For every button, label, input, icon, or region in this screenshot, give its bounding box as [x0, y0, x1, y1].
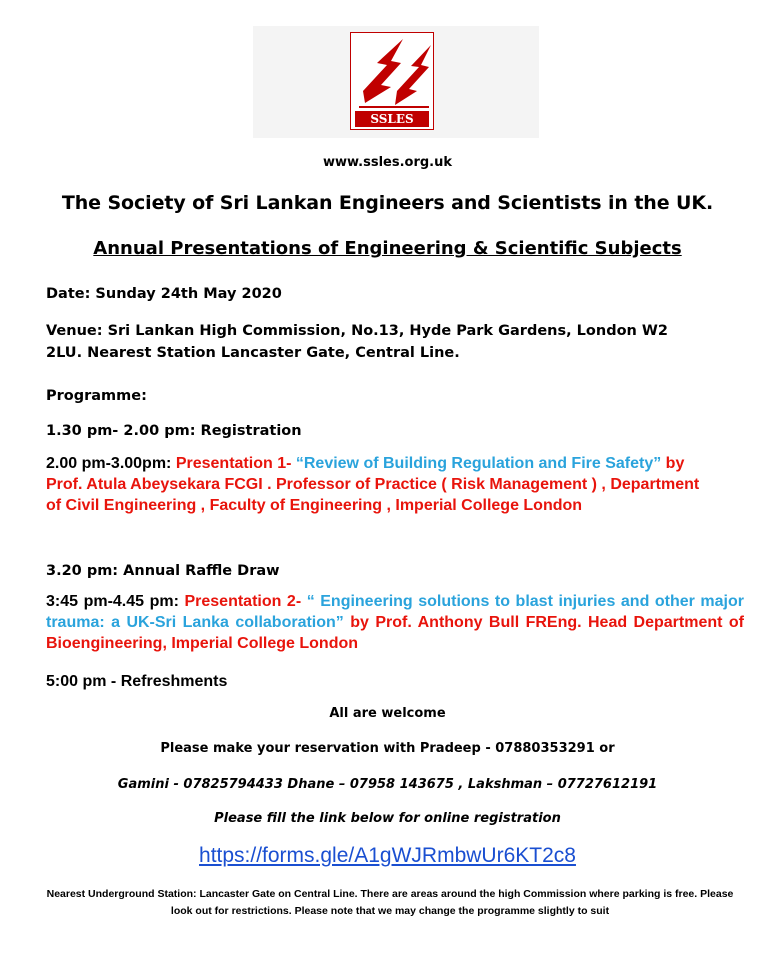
welcome-text: All are welcome [329, 706, 446, 721]
presentation-2-label: Presentation 2- [184, 593, 307, 610]
presentation-1-time: 2.00 pm-3.00pm: [46, 455, 176, 472]
registration-link[interactable]: https://forms.gle/A1gWJRmbwUr6KT2c8 [199, 844, 576, 867]
reservation-text: Please make your reservation with Pradeep - 07880353291 or [160, 741, 615, 756]
presentation-2-speaker: by Prof. Anthony Bull FREng. Head Department of Bioengineering, Imperial College London [46, 614, 744, 652]
presentation-1 [46, 453, 706, 516]
presentation-1-speaker: by Prof. Atula Abeysekara FCGI . Professor of Practice ( Risk Management ) , Department of Civil Engineering , Faculty of Engineering , Imperial College London [46, 455, 700, 514]
presentation-1-label: Presentation 1- [175, 455, 296, 472]
registration-item: 1.30 pm- 2.00 pm: Registration [46, 423, 302, 439]
registration-instruction: Please fill the link below for online registration [214, 811, 561, 826]
raffle-item: 3.20 pm: Annual Raffle Draw [46, 563, 280, 579]
presentation-2-title: “ Engineering solutions to blast injuries and other major trauma: a UK-Sri Lanka collaboration” [46, 593, 745, 631]
programme-label: Programme: [46, 388, 147, 404]
presentation-1-title: “Review of Building Regulation and Fire Safety” [295, 455, 662, 472]
contacts-text: Gamini - 07825794433 Dhane – 07958 143675 , Lakshman – 07727612191 [117, 777, 658, 792]
venue-line-2: 2LU. Nearest Station Lancaster Gate, Central Line. [46, 345, 460, 361]
page-subtitle: Annual Presentations of Engineering & Scientific Subjects [93, 238, 682, 259]
presentation-2-time: 3:45 pm-4.45 pm: [46, 593, 185, 610]
venue-line-1: Venue: Sri Lankan High Commission, No.13, Hyde Park Gardens, London W2 [46, 323, 668, 339]
event-date: Date: Sunday 24th May 2020 [46, 286, 282, 302]
page-title: The Society of Sri Lankan Engineers and Scientists in the UK. [61, 192, 714, 214]
refreshments-item: 5:00 pm - Refreshments [46, 673, 228, 690]
presentation-2 [46, 591, 744, 654]
logo-text: SSLES [355, 111, 429, 127]
event-venue [46, 320, 746, 364]
footer-note: Nearest Underground Station: Lancaster Gate on Central Line. There are areas around the high Commission where parking is free. Please look out for restrictions. Please note that we may change the programme slightly to suit [46, 888, 734, 917]
ssles-logo [350, 32, 434, 130]
website-url: www.ssles.org.uk [322, 155, 453, 170]
